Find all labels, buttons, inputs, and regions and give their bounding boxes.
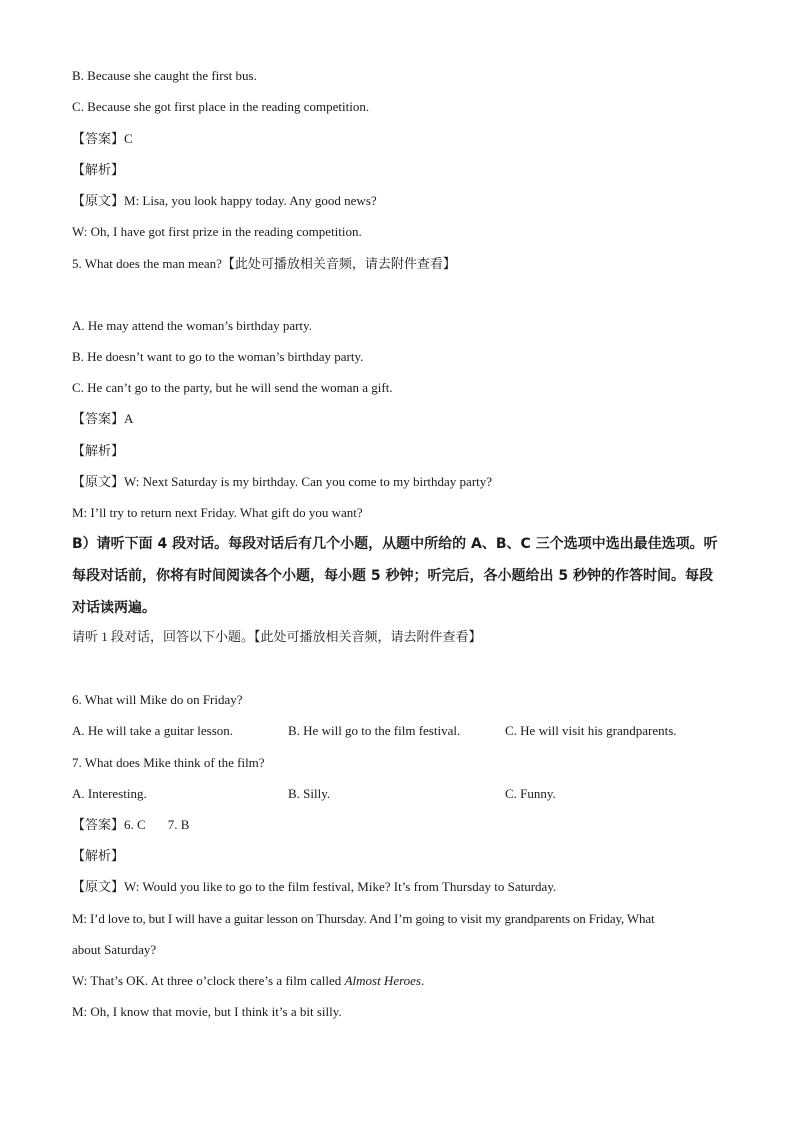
section-b-instructions: B）请听下面 4 段对话。每段对话后有几个小题，从题中所给的 A、B、C 三个选项中选出最佳选项。听每段对话前，你将有时间阅读各个小题，每小题 5 秒钟；听完后，各小题给出 5 秒钟的作答时间。每段对话读两遍。 xyxy=(72,536,718,616)
transcript-label: 【原文】 xyxy=(72,879,125,894)
option-5b: B. He doesn’t want to go to the woman’s birthday party. xyxy=(72,349,364,364)
option-6a: A. He will take a guitar lesson. xyxy=(72,723,234,738)
option-5c: C. He can’t go to the party, but he will send the woman a gift. xyxy=(72,380,393,395)
answer-label: 【答案】 xyxy=(72,131,125,146)
option-5a: A. He may attend the woman’s birthday party. xyxy=(72,318,312,333)
answer-6-value: 6. C xyxy=(124,817,146,832)
answer-label: 【答案】 xyxy=(72,411,125,426)
transcript-67-m2: M: Oh, I know that movie, but I think it’s a bit silly. xyxy=(72,1004,342,1019)
transcript-67-w2: W: That’s OK. At three o’clock there’s a film called Almost Heroes. xyxy=(72,973,425,988)
question-5: 5. What does the man mean?【此处可播放相关音频，请去附件查看】 xyxy=(72,256,456,271)
option-7b: B. Silly. xyxy=(288,786,331,801)
transcript-4-m: 【原文】M: Lisa, you look happy today. Any good news? xyxy=(72,193,377,208)
transcript-4-w: W: Oh, I have got first prize in the reading competition. xyxy=(72,224,362,239)
transcript-67-m1-cont: about Saturday? xyxy=(72,942,157,957)
question-6: 6. What will Mike do on Friday? xyxy=(72,692,243,707)
transcript-5-m: M: I’ll try to return next Friday. What gift do you want? xyxy=(72,505,363,520)
option-6b: B. He will go to the film festival. xyxy=(288,723,461,738)
analysis-6-7: 【解析】 xyxy=(72,848,125,863)
answer-5 xyxy=(72,410,724,428)
analysis-4: 【解析】 xyxy=(72,162,125,177)
answer-value: A xyxy=(124,411,134,426)
analysis-5: 【解析】 xyxy=(72,443,125,458)
question-6-options xyxy=(72,722,724,740)
answer-7-value: 7. B xyxy=(167,817,190,832)
option-7c: C. Funny. xyxy=(505,786,556,801)
film-title: Almost Heroes xyxy=(344,973,421,988)
transcript-67-m1: M: I’d love to, but I will have a guitar lesson on Thursday. And I’m going to visit my grandparents on Friday, What xyxy=(72,911,655,926)
answer-6-7 xyxy=(72,816,724,834)
answer-value: C xyxy=(124,131,133,146)
answer-4 xyxy=(72,130,724,148)
transcript-5-w: 【原文】W: Next Saturday is my birthday. Can you come to my birthday party? xyxy=(72,474,493,489)
option-4c: C. Because she got first place in the reading competition. xyxy=(72,99,370,114)
transcript-label: 【原文】 xyxy=(72,193,125,208)
answer-label: 【答案】 xyxy=(72,817,125,832)
question-7: 7. What does Mike think of the film? xyxy=(72,755,265,770)
dialog-1-heading: 请听 1 段对话，回答以下小题。【此处可播放相关音频，请去附件查看】 xyxy=(72,629,482,644)
transcript-67-w1: 【原文】W: Would you like to go to the film festival, Mike? It’s from Thursday to Saturday. xyxy=(72,879,557,894)
option-4b: B. Because she caught the first bus. xyxy=(72,68,257,83)
transcript-label: 【原文】 xyxy=(72,474,125,489)
question-7-options xyxy=(72,785,724,803)
option-6c: C. He will visit his grandparents. xyxy=(505,723,677,738)
option-7a: A. Interesting. xyxy=(72,786,147,801)
